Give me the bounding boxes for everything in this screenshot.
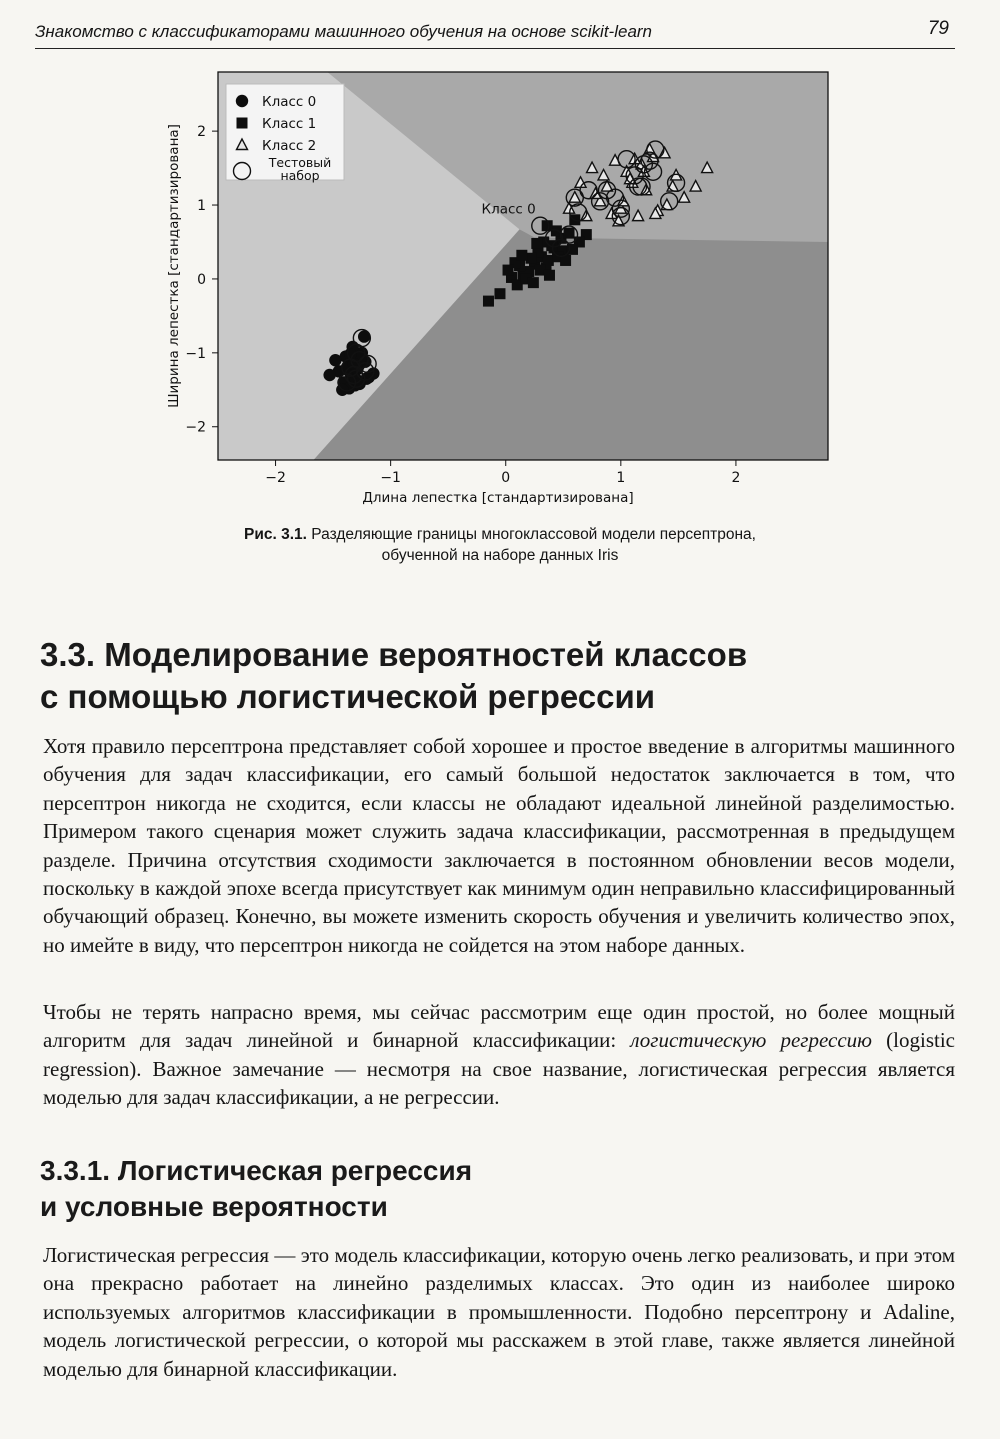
y-tick-label: 0	[197, 271, 206, 288]
y-tick-label: 1	[197, 198, 206, 215]
point-series-1	[528, 277, 539, 288]
x-tick-label: −2	[265, 470, 286, 486]
legend-label: Тестовый	[268, 155, 332, 170]
x-tick-label: 0	[501, 470, 511, 486]
legend-marker	[237, 118, 248, 129]
y-tick-label: −2	[185, 419, 206, 436]
paragraph-1: Хотя правило персептрона представляет собой хорошее и простое введение в алгоритмы машинного обучения для задач классификации, его самый большой недостаток заключается в том, что персептрон никогда не сходится, если классы не обладают идеальной линейной разделимостью. Примером такого сценария может служить задача классификации, рассмотренная в предыдущем разделе. Причина отсутствия сходимости заключается в постоянном обновлении весов модели, поскольку в каждой эпохе всегда присутствует как минимум один неправильно классифицированный обучающий образец. Конечно, вы можете изменить скорость обучения и увеличить количество эпох, но имейте в виду, что персептрон никогда не сойдется на этом наборе данных.	[43, 734, 955, 957]
legend-label: набор	[280, 168, 320, 183]
section-3-3-1-line2: и условные вероятности	[40, 1191, 388, 1222]
section-3-3-line2: с помощью логистической регрессии	[40, 678, 656, 715]
point-series-0	[329, 354, 341, 366]
x-tick-label: 1	[616, 470, 626, 486]
paragraph-2-part2: (logistic regression). Важное замечание — несмотря на свое название, логистическая регрессия является моделью для задач классификации, а не регрессии.	[43, 1028, 956, 1110]
point-series-0	[323, 369, 335, 381]
x-tick-label: −1	[380, 470, 401, 486]
term-logistic-regression: логистическую регрессию	[630, 1028, 872, 1053]
paragraph-2	[43, 998, 955, 1112]
point-series-1	[564, 228, 575, 239]
annotation-class-0: Класс 0	[481, 201, 536, 218]
legend-label: Класс 1	[262, 116, 317, 132]
point-series-1	[516, 250, 527, 261]
point-series-1	[531, 238, 542, 249]
figure-caption	[90, 524, 910, 566]
caption-label: Рис. 3.1.	[244, 526, 307, 543]
decision-boundary-chart	[160, 62, 840, 512]
caption-line1: Разделяющие границы многоклассовой модели персептрона,	[311, 526, 756, 543]
y-tick-label: 2	[197, 124, 206, 141]
x-axis-label: Длина лепестка [стандартизирована]	[362, 490, 634, 506]
legend-label: Класс 0	[262, 94, 317, 110]
point-series-1	[494, 288, 505, 299]
point-series-1	[483, 296, 494, 307]
section-3-3-1-line1: 3.3.1. Логистическая регрессия	[40, 1155, 473, 1186]
section-heading-3-3	[40, 634, 940, 718]
figure-3-1	[160, 62, 840, 512]
caption-line2: обученной на наборе данных Iris	[381, 547, 619, 564]
point-series-1	[544, 270, 555, 281]
y-tick-label: −1	[185, 345, 206, 362]
section-3-3-line1: 3.3. Моделирование вероятностей классов	[40, 636, 748, 673]
paragraph-3: Логистическая регрессия — это модель классификации, которую очень легко реализовать, и при этом она прекрасно работает на линейно разделимых классах. Это один из наиболее широко используемых алгоритмов классификации в промышленности. Подобно персептрону и Adaline, модель логистической регрессии, о которой мы расскажем в этой главе, также является линейной моделью для бинарной классификации.	[43, 1243, 955, 1381]
page-number: 79	[927, 18, 949, 39]
x-tick-label: 2	[731, 470, 741, 486]
legend-marker	[236, 95, 248, 107]
y-axis-label: Ширина лепестка [стандартизирована]	[166, 124, 182, 408]
legend-label: Класс 2	[262, 138, 317, 154]
point-series-1	[503, 265, 514, 276]
paragraph-2-part1: Чтобы не терять напрасно время, мы сейчас рассмотрим еще один простой, но более мощный алгоритм для задач линейной и бинарной классификации:	[43, 1000, 955, 1053]
running-head-title: Знакомство с классификаторами машинного обучения на основе scikit-learn	[35, 22, 653, 41]
running-head	[35, 18, 955, 49]
section-heading-3-3-1	[40, 1153, 940, 1225]
